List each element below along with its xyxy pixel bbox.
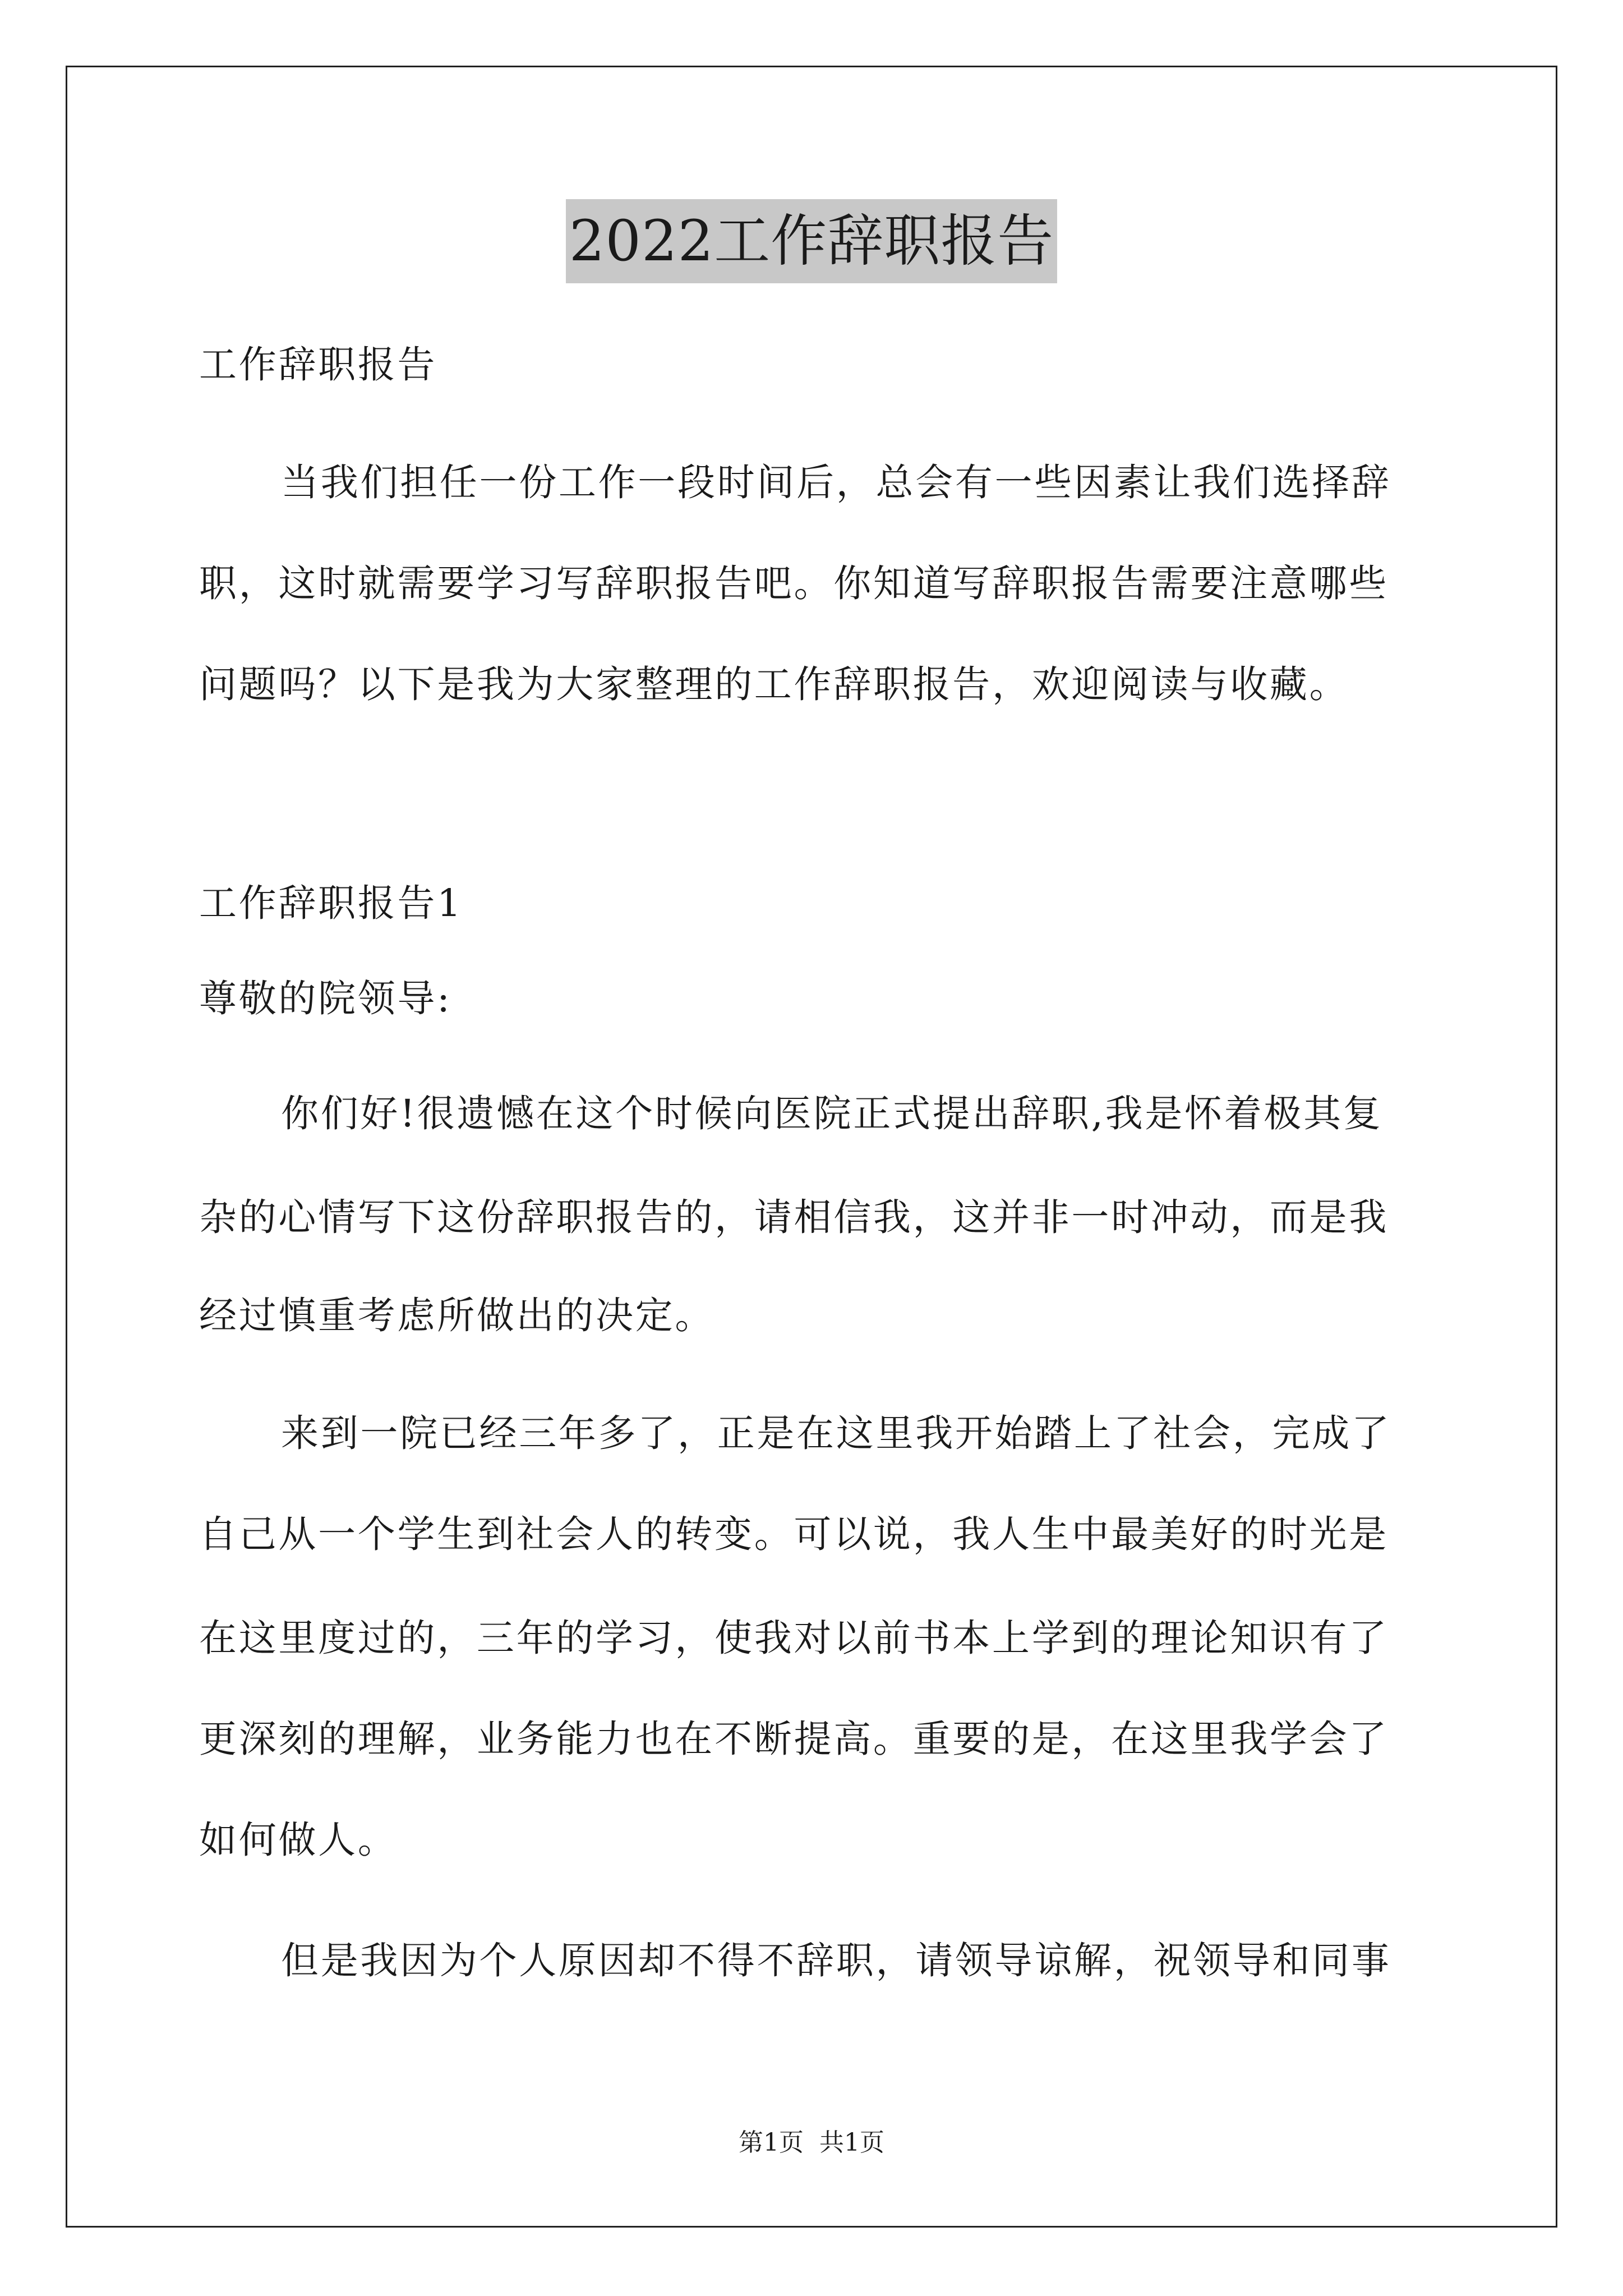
paragraph-line: 职，这时就需要学习写辞职报告吧。你知道写辞职报告需要注意哪些 [199, 562, 1389, 605]
title-container [0, 199, 1623, 283]
paragraph-line: 在这里度过的，三年的学习，使我对以前书本上学到的理论知识有了 [199, 1616, 1389, 1660]
section-heading: 工作辞职报告 [199, 343, 437, 386]
paragraph-line: 如何做人。 [199, 1818, 398, 1862]
paragraph-line: 但是我因为个人原因却不得不辞职，请领导谅解，祝领导和同事 [281, 1939, 1391, 1982]
section-heading: 工作辞职报告1 [199, 881, 463, 925]
paragraph-line: 你们好!很遗憾在这个时候向医院正式提出辞职,我是怀着极其复 [281, 1092, 1383, 1135]
paragraph-line: 当我们担任一份工作一段时间后，总会有一些因素让我们选择辞 [281, 461, 1391, 504]
paragraph-line: 更深刻的理解，业务能力也在不断提高。重要的是，在这里我学会了 [199, 1717, 1389, 1761]
paragraph-line: 自己从一个学生到社会人的转变。可以说，我人生中最美好的时光是 [199, 1512, 1389, 1556]
paragraph-line: 经过慎重考虑所做出的决定。 [199, 1294, 715, 1337]
paragraph-line: 来到一院已经三年多了，正是在这里我开始踏上了社会，完成了 [281, 1411, 1391, 1455]
salutation: 尊敬的院领导: [199, 977, 452, 1020]
page-total: 共1页 [819, 2128, 884, 2157]
page-footer [0, 2126, 1623, 2160]
document-title: 2022工作辞职报告 [566, 199, 1058, 283]
page-number: 第1页 [739, 2128, 804, 2157]
paragraph-line: 杂的心情写下这份辞职报告的，请相信我，这并非一时冲动，而是我 [199, 1195, 1389, 1239]
paragraph-line: 问题吗？以下是我为大家整理的工作辞职报告，欢迎阅读与收藏。 [199, 662, 1349, 706]
